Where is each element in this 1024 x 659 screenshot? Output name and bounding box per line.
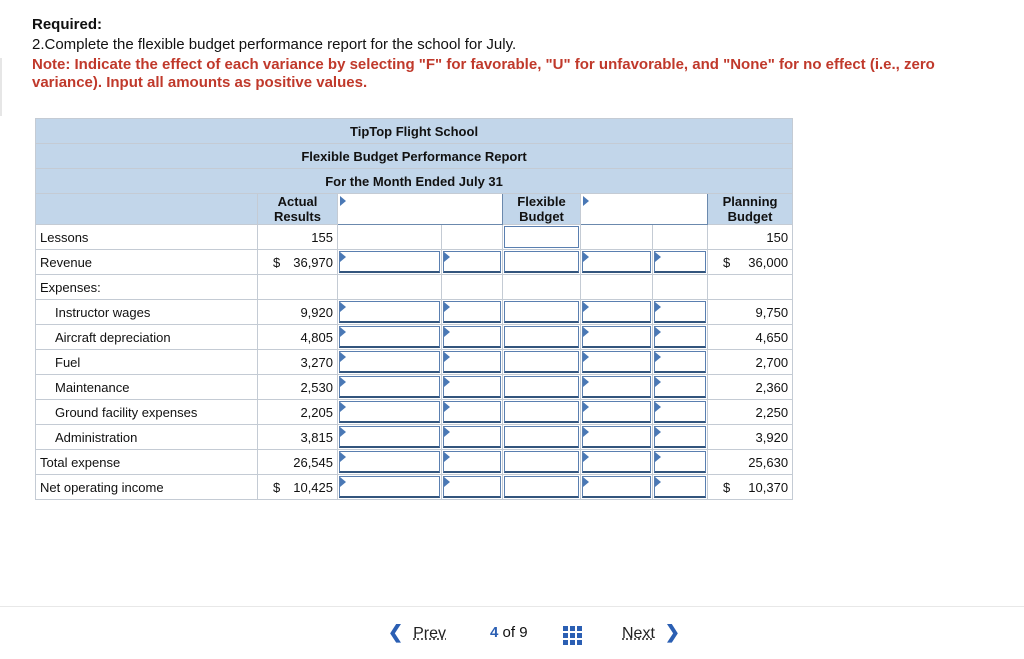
row-lessons: [36, 225, 793, 250]
page-of: of: [502, 624, 516, 641]
variance-effect-select[interactable]: [442, 475, 503, 500]
actual-value: 26,545: [258, 450, 338, 475]
row-instructor-wages: [36, 300, 793, 325]
row-aircraft-depreciation: [36, 325, 793, 350]
variance-effect-select[interactable]: [442, 400, 503, 425]
empty-cell: [503, 275, 581, 300]
row-label: Net operating income: [36, 475, 258, 500]
row-ground-facility: [36, 400, 793, 425]
variance-effect-select[interactable]: [653, 400, 708, 425]
flexible-input[interactable]: [503, 425, 581, 450]
flexible-input[interactable]: [503, 400, 581, 425]
empty-cell: [442, 275, 503, 300]
row-revenue: [36, 250, 793, 275]
currency-symbol: $: [273, 254, 281, 270]
header-variance-input-1[interactable]: [338, 194, 503, 225]
empty-cell: [708, 275, 793, 300]
variance-amount-input[interactable]: [338, 450, 442, 475]
variance-effect-select[interactable]: [442, 325, 503, 350]
row-label: Administration: [36, 425, 258, 450]
report-company: TipTop Flight School: [36, 119, 793, 144]
header-blank: [36, 194, 258, 225]
empty-cell: [258, 275, 338, 300]
variance-amount-input[interactable]: [581, 425, 653, 450]
variance-effect-select[interactable]: [653, 250, 708, 275]
header-variance-input-2[interactable]: [581, 194, 708, 225]
variance-effect-select[interactable]: [442, 375, 503, 400]
variance-amount-input[interactable]: [338, 375, 442, 400]
instruction-text: 2.Complete the flexible budget performance report for the school for July.: [32, 36, 517, 53]
flexible-input[interactable]: [503, 325, 581, 350]
variance-effect-select[interactable]: [653, 350, 708, 375]
requirements-block: [32, 16, 1002, 92]
row-administration: [36, 425, 793, 450]
actual-value: $ 10,425: [258, 475, 338, 500]
row-label: Total expense: [36, 450, 258, 475]
empty-cell: [442, 225, 503, 250]
variance-amount-input[interactable]: [338, 325, 442, 350]
flexible-input[interactable]: [503, 225, 581, 250]
planning-value: 2,700: [708, 350, 793, 375]
row-maintenance: [36, 375, 793, 400]
variance-effect-select[interactable]: [442, 350, 503, 375]
variance-effect-select[interactable]: [653, 325, 708, 350]
actual-value: 155: [258, 225, 338, 250]
flexible-input[interactable]: [503, 375, 581, 400]
actual-value: 3,815: [258, 425, 338, 450]
header-planning: Planning Budget: [708, 194, 793, 225]
variance-amount-input[interactable]: [581, 300, 653, 325]
row-expenses-header: [36, 275, 793, 300]
row-label: Aircraft depreciation: [36, 325, 258, 350]
dropdown-marker-icon: [340, 196, 346, 206]
flexible-input[interactable]: [503, 300, 581, 325]
actual-value: 3,270: [258, 350, 338, 375]
variance-amount-input[interactable]: [338, 300, 442, 325]
variance-amount-input[interactable]: [581, 325, 653, 350]
row-label: Maintenance: [36, 375, 258, 400]
empty-cell: [581, 225, 653, 250]
variance-amount-input[interactable]: [581, 400, 653, 425]
row-fuel: [36, 350, 793, 375]
variance-amount-input[interactable]: [581, 475, 653, 500]
row-label: Lessons: [36, 225, 258, 250]
currency-symbol: $: [723, 479, 731, 495]
empty-cell: [338, 225, 442, 250]
planning-value: 150: [708, 225, 793, 250]
row-label: Instructor wages: [36, 300, 258, 325]
variance-amount-input[interactable]: [338, 350, 442, 375]
report-period: For the Month Ended July 31: [36, 169, 793, 194]
chevron-right-icon: ❯: [664, 622, 680, 642]
performance-report-table: [35, 118, 793, 500]
actual-value: 2,205: [258, 400, 338, 425]
next-label: Next: [622, 625, 655, 642]
report-name: Flexible Budget Performance Report: [36, 144, 793, 169]
header-actual: Actual Results: [258, 194, 338, 225]
planning-value: 25,630: [708, 450, 793, 475]
variance-effect-select[interactable]: [653, 425, 708, 450]
planning-value: 2,360: [708, 375, 793, 400]
variance-effect-select[interactable]: [653, 375, 708, 400]
planning-value: $ 36,000: [708, 250, 793, 275]
empty-cell: [653, 225, 708, 250]
variance-amount-input[interactable]: [338, 475, 442, 500]
variance-effect-select[interactable]: [653, 300, 708, 325]
flexible-input[interactable]: [503, 350, 581, 375]
variance-amount-input[interactable]: [581, 450, 653, 475]
total-pages: 9: [519, 624, 528, 641]
variance-effect-select[interactable]: [442, 250, 503, 275]
planning-value: 2,250: [708, 400, 793, 425]
left-edge-bar: [0, 58, 2, 116]
empty-cell: [653, 275, 708, 300]
row-net-operating-income: [36, 475, 793, 500]
dropdown-marker-icon: [583, 196, 589, 206]
variance-amount-input[interactable]: [338, 250, 442, 275]
variance-effect-select[interactable]: [653, 450, 708, 475]
empty-cell: [338, 275, 442, 300]
variance-amount-input[interactable]: [338, 425, 442, 450]
row-label: Ground facility expenses: [36, 400, 258, 425]
row-label: Fuel: [36, 350, 258, 375]
flexible-input[interactable]: [503, 250, 581, 275]
current-page: 4: [490, 624, 499, 641]
variance-amount-input[interactable]: [581, 250, 653, 275]
required-heading: Required:: [32, 16, 103, 33]
prev-label: Prev: [413, 625, 446, 642]
row-label: Expenses:: [36, 275, 258, 300]
variance-amount-input[interactable]: [338, 400, 442, 425]
actual-value: 4,805: [258, 325, 338, 350]
actual-value: 2,530: [258, 375, 338, 400]
planning-value: 4,650: [708, 325, 793, 350]
planning-value: 9,750: [708, 300, 793, 325]
currency-symbol: $: [723, 254, 731, 270]
flexible-input[interactable]: [503, 475, 581, 500]
variance-amount-input[interactable]: [581, 350, 653, 375]
planning-value: 3,920: [708, 425, 793, 450]
variance-effect-select[interactable]: [442, 425, 503, 450]
currency-symbol: $: [273, 479, 281, 495]
note-text: Note: Indicate the effect of each variance by selecting "F" for favorable, "U" for unfavorable, and "None" for no effect (i.e., zero variance). Input all amounts as positive values.: [32, 56, 935, 91]
row-total-expense: [36, 450, 793, 475]
planning-value: $ 10,370: [708, 475, 793, 500]
variance-effect-select[interactable]: [653, 475, 708, 500]
row-label: Revenue: [36, 250, 258, 275]
variance-effect-select[interactable]: [442, 300, 503, 325]
next-button[interactable]: [622, 622, 680, 643]
grid-view-icon[interactable]: [563, 626, 582, 645]
flexible-input[interactable]: [503, 450, 581, 475]
header-flexible: Flexible Budget: [503, 194, 581, 225]
prev-button[interactable]: [388, 622, 446, 643]
chevron-left-icon: ❮: [388, 622, 404, 642]
variance-effect-select[interactable]: [442, 450, 503, 475]
empty-cell: [581, 275, 653, 300]
actual-value: 9,920: [258, 300, 338, 325]
actual-value: $ 36,970: [258, 250, 338, 275]
variance-amount-input[interactable]: [581, 375, 653, 400]
page-indicator: [490, 624, 528, 641]
